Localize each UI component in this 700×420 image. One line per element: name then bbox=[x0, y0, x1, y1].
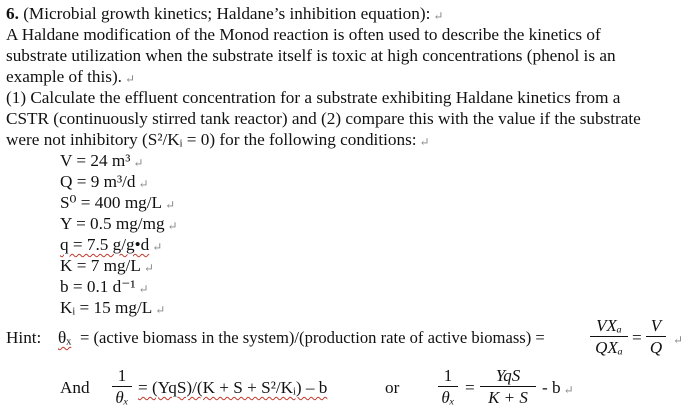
hint-label: Hint: bbox=[6, 328, 42, 347]
intro-line-1: A Haldane modification of the Monod reaction is often used to describe the kinetics of bbox=[6, 25, 601, 44]
hint-text: = (active biomass in the system)/(production rate of active biomass) = bbox=[80, 328, 545, 347]
paragraph-mark-icon: ↵ bbox=[165, 198, 176, 212]
condition-volume: V = 24 m³ ↵ bbox=[60, 151, 144, 170]
or-label: or bbox=[385, 378, 400, 397]
paragraph-mark-icon: ↵ bbox=[138, 282, 149, 296]
condition-flow: Q = 9 m³/d ↵ bbox=[60, 172, 149, 191]
and-fraction-3: YqS K + S bbox=[480, 366, 536, 407]
paragraph-mark-icon: ↵ bbox=[563, 383, 574, 397]
hint-fraction-2: V Q bbox=[646, 316, 666, 357]
condition-q: q = 7.5 g/g•d ↵ bbox=[60, 235, 163, 254]
hint-fraction-1: VXₐ QXₐ bbox=[590, 316, 628, 357]
and-equals: = bbox=[465, 378, 475, 397]
problem-heading bbox=[6, 4, 443, 26]
task-line-3: were not inhibitory (S²/Kᵢ = 0) for the following conditions: ↵ bbox=[6, 130, 430, 149]
paragraph-mark-icon: ↵ bbox=[433, 9, 444, 23]
condition-yield: Y = 0.5 mg/mg ↵ bbox=[60, 214, 178, 233]
paragraph-mark-icon: ↵ bbox=[143, 261, 154, 275]
condition-influent-substrate: S⁰ = 400 mg/L ↵ bbox=[60, 193, 176, 212]
and-tail: - b ↵ bbox=[542, 378, 574, 397]
problem-title: (Microbial growth kinetics; Haldane’s inhibition equation): bbox=[23, 4, 431, 23]
paragraph-mark-icon: ↵ bbox=[167, 219, 178, 233]
intro-line-2: substrate utilization when the substrate itself is toxic at high concentrations (phenol is an bbox=[6, 46, 616, 65]
intro-line-3: example of this). ↵ bbox=[6, 67, 136, 86]
condition-ki: Kᵢ = 15 mg/L ↵ bbox=[60, 298, 166, 317]
paragraph-mark-icon: ↵ bbox=[419, 135, 430, 149]
and-expression: = (YqS)/(K + S + S²/Kᵢ) – b bbox=[138, 378, 328, 397]
paragraph-mark-icon: ↵ bbox=[155, 303, 166, 317]
condition-k: K = 7 mg/L ↵ bbox=[60, 256, 154, 275]
hint-equals: = bbox=[632, 328, 642, 347]
paragraph-mark-icon: ↵ bbox=[152, 240, 163, 254]
hint-theta: θₓ bbox=[58, 328, 72, 347]
paragraph-mark-icon: ↵ bbox=[124, 72, 136, 86]
condition-b: b = 0.1 d⁻¹ ↵ bbox=[60, 277, 149, 296]
task-line-2: CSTR (continuously stirred tank reactor) and (2) compare this with the value if the substrate bbox=[6, 109, 641, 128]
and-fraction-2: 1 θₓ bbox=[438, 366, 458, 407]
paragraph-mark-icon: ↵ bbox=[138, 177, 149, 191]
problem-number: 6. bbox=[6, 4, 19, 23]
paragraph-mark-icon: ↵ bbox=[673, 333, 684, 347]
task-line-1: (1) Calculate the effluent concentration for a substrate exhibiting Haldane kinetics from a bbox=[6, 88, 621, 107]
and-fraction-1: 1 θₓ bbox=[112, 366, 132, 407]
paragraph-mark-icon: ↵ bbox=[133, 156, 144, 170]
and-label: And bbox=[60, 378, 90, 397]
